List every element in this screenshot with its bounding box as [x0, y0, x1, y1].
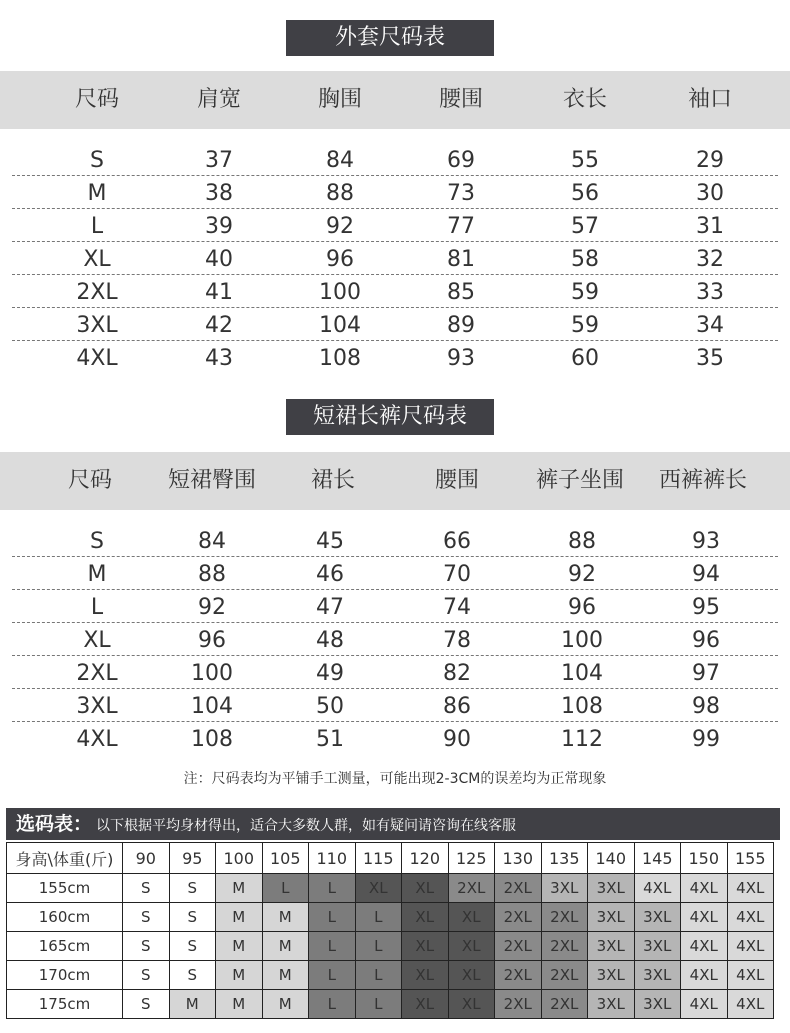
coat-table-row — [12, 308, 778, 341]
size-selector-title: 选码表： — [16, 813, 93, 835]
bottoms-table-cell: 92 — [568, 562, 596, 587]
size-cell: M — [216, 903, 263, 932]
size-cell: M — [216, 961, 263, 990]
bottoms-table-row — [12, 557, 778, 590]
size-cell: 3XL — [634, 932, 681, 961]
size-cell: 2XL — [541, 932, 588, 961]
weight-header-cell: 120 — [402, 843, 449, 874]
weight-header-cell: 110 — [309, 843, 356, 874]
bottoms-table-cell: M — [87, 562, 107, 587]
coat-table-cell: 59 — [571, 313, 599, 338]
size-cell: S — [123, 903, 170, 932]
bottoms-table-row — [12, 590, 778, 623]
size-cell: M — [216, 932, 263, 961]
size-cell: 3XL — [634, 990, 681, 1019]
size-cell: 3XL — [588, 990, 635, 1019]
size-cell: S — [169, 903, 216, 932]
height-label: 175cm — [7, 990, 123, 1019]
bottoms-table-cell: XL — [83, 628, 111, 653]
coat-table-cell: 33 — [696, 280, 724, 305]
bottoms-table-cell: 88 — [568, 529, 596, 554]
bottoms-table-body — [12, 524, 778, 755]
coat-table-row — [12, 275, 778, 308]
size-cell: 3XL — [588, 903, 635, 932]
coat-table-cell: 59 — [571, 280, 599, 305]
bottoms-header-cell: 裙长 — [310, 468, 356, 493]
bottoms-table-cell: 99 — [692, 727, 720, 752]
size-cell: 2XL — [495, 990, 542, 1019]
bottoms-table-cell: 96 — [568, 595, 596, 620]
size-cell: S — [169, 932, 216, 961]
coat-table-cell: 104 — [319, 313, 361, 338]
size-cell: 2XL — [541, 961, 588, 990]
bottoms-table-cell: S — [90, 529, 104, 554]
bottoms-table-cell: 78 — [443, 628, 471, 653]
bottoms-table-cell: 48 — [316, 628, 344, 653]
coat-table-cell: 30 — [696, 181, 724, 206]
size-selector-title-bar — [6, 808, 780, 840]
size-cell: L — [309, 932, 356, 961]
size-cell: S — [123, 874, 170, 903]
coat-table-cell: 2XL — [76, 280, 118, 305]
bottoms-table-cell: 104 — [191, 694, 233, 719]
size-cell: L — [355, 961, 402, 990]
bottoms-table-cell: 86 — [443, 694, 471, 719]
size-cell: M — [262, 932, 309, 961]
bottoms-header-cell: 裤子坐围 — [535, 468, 625, 493]
bottoms-table-cell: 96 — [692, 628, 720, 653]
bottoms-table-cell: 82 — [443, 661, 471, 686]
bottoms-table-row — [12, 722, 778, 755]
weight-header-cell: 115 — [355, 843, 402, 874]
coat-table-cell: XL — [83, 247, 111, 272]
size-cell: XL — [402, 903, 449, 932]
coat-table-cell: 39 — [205, 214, 233, 239]
size-cell: 2XL — [541, 990, 588, 1019]
bottoms-table-cell: 4XL — [76, 727, 118, 752]
bottoms-table-cell: 104 — [561, 661, 603, 686]
weight-header-cell: 135 — [541, 843, 588, 874]
coat-table-cell: 89 — [447, 313, 475, 338]
coat-table-cell: 85 — [447, 280, 475, 305]
size-cell: 3XL — [634, 961, 681, 990]
height-row — [7, 961, 774, 990]
size-cell: 2XL — [495, 961, 542, 990]
bottoms-table-cell: 95 — [692, 595, 720, 620]
coat-table-cell: 42 — [205, 313, 233, 338]
coat-table-cell: 4XL — [76, 346, 118, 371]
coat-header-cell: 尺码 — [74, 87, 120, 112]
weight-header-cell: 145 — [634, 843, 681, 874]
size-cell: 2XL — [495, 903, 542, 932]
size-cell: 3XL — [588, 961, 635, 990]
weight-header-cell: 95 — [169, 843, 216, 874]
coat-table-cell: M — [87, 181, 107, 206]
size-cell: 3XL — [588, 932, 635, 961]
bottoms-table-cell: 94 — [692, 562, 720, 587]
bottoms-table-cell: 108 — [561, 694, 603, 719]
size-cell: M — [216, 874, 263, 903]
bottoms-table-cell: 70 — [443, 562, 471, 587]
size-cell: XL — [448, 990, 495, 1019]
bottoms-table-cell: 96 — [198, 628, 226, 653]
weight-header-row — [7, 843, 774, 874]
coat-table-cell: 100 — [319, 280, 361, 305]
size-cell: XL — [402, 874, 449, 903]
bottoms-header-row — [0, 452, 790, 510]
size-cell: S — [123, 932, 170, 961]
size-cell: 4XL — [727, 903, 774, 932]
bottoms-table-cell: 47 — [316, 595, 344, 620]
coat-table-cell: 55 — [571, 148, 599, 173]
bottoms-table-row — [12, 623, 778, 656]
coat-table-cell: 73 — [447, 181, 475, 206]
size-cell: M — [262, 961, 309, 990]
size-cell: 2XL — [495, 932, 542, 961]
size-cell: XL — [448, 932, 495, 961]
coat-table-row — [12, 176, 778, 209]
weight-header-cell: 150 — [681, 843, 728, 874]
bottoms-table-cell: 112 — [561, 727, 603, 752]
bottoms-table-cell: 2XL — [76, 661, 118, 686]
bottoms-table-cell: 45 — [316, 529, 344, 554]
weight-header-cell: 105 — [262, 843, 309, 874]
coat-table-cell: 58 — [571, 247, 599, 272]
coat-table-cell: 93 — [447, 346, 475, 371]
coat-table-cell: 84 — [326, 148, 354, 173]
size-cell: 3XL — [634, 903, 681, 932]
coat-table-cell: L — [90, 214, 104, 239]
coat-header-row — [0, 71, 790, 129]
bottoms-table-cell: L — [90, 595, 104, 620]
weight-header-cell: 100 — [216, 843, 263, 874]
coat-header-cell: 衣长 — [562, 87, 608, 112]
coat-table-cell: 40 — [205, 247, 233, 272]
size-cell: M — [169, 990, 216, 1019]
coat-table-cell: 31 — [696, 214, 724, 239]
size-cell: 4XL — [634, 874, 681, 903]
coat-table-cell: 69 — [447, 148, 475, 173]
size-cell: 4XL — [681, 932, 728, 961]
coat-table-body — [12, 143, 778, 374]
size-cell: XL — [355, 874, 402, 903]
size-cell: 4XL — [681, 903, 728, 932]
bottoms-table-cell: 92 — [198, 595, 226, 620]
weight-header-cell: 90 — [123, 843, 170, 874]
coat-table-cell: 92 — [326, 214, 354, 239]
coat-header-cell: 腰围 — [438, 87, 484, 112]
measurement-note: 注：尺码表均为平铺手工测量，可能出现2-3CM的误差均为正常现象 — [183, 771, 607, 787]
coat-table-cell: 88 — [326, 181, 354, 206]
size-cell: L — [309, 874, 356, 903]
size-cell: 4XL — [727, 874, 774, 903]
size-cell: 2XL — [495, 874, 542, 903]
size-cell: S — [169, 874, 216, 903]
size-cell: S — [123, 990, 170, 1019]
coat-table-cell: 41 — [205, 280, 233, 305]
height-label: 155cm — [7, 874, 123, 903]
coat-title: 外套尺码表 — [286, 20, 494, 56]
height-label: 170cm — [7, 961, 123, 990]
bottoms-table-cell: 100 — [561, 628, 603, 653]
size-cell: XL — [402, 932, 449, 961]
coat-table-cell: 34 — [696, 313, 724, 338]
coat-table-cell: 3XL — [76, 313, 118, 338]
size-cell: L — [309, 990, 356, 1019]
corner-label: 身高\体重(斤) — [7, 843, 123, 874]
height-label: 165cm — [7, 932, 123, 961]
coat-header-cell: 袖口 — [687, 87, 733, 112]
size-cell: L — [309, 903, 356, 932]
bottoms-table-cell: 50 — [316, 694, 344, 719]
bottoms-table-cell: 84 — [198, 529, 226, 554]
bottoms-table-row — [12, 656, 778, 689]
size-cell: 4XL — [681, 961, 728, 990]
bottoms-table-cell: 74 — [443, 595, 471, 620]
coat-header-cell: 胸围 — [317, 87, 363, 112]
bottoms-table-row — [12, 524, 778, 557]
bottoms-table-cell: 88 — [198, 562, 226, 587]
size-selector-subtitle: 以下根据平均身材得出，适合大多数人群，如有疑问请咨询在线客服 — [96, 818, 517, 834]
coat-table-row — [12, 242, 778, 275]
coat-table-cell: 108 — [319, 346, 361, 371]
bottoms-table-cell: 97 — [692, 661, 720, 686]
height-row — [7, 903, 774, 932]
bottoms-header-cell: 短裙臀围 — [167, 468, 257, 493]
bottoms-table-row — [12, 689, 778, 722]
size-selector-table — [6, 842, 774, 1019]
size-cell: L — [355, 990, 402, 1019]
height-label: 160cm — [7, 903, 123, 932]
weight-header-cell: 125 — [448, 843, 495, 874]
bottoms-table-cell: 100 — [191, 661, 233, 686]
coat-table-cell: 43 — [205, 346, 233, 371]
size-cell: 2XL — [448, 874, 495, 903]
coat-table-cell: 56 — [571, 181, 599, 206]
size-cell: 4XL — [681, 990, 728, 1019]
bottoms-table-cell: 46 — [316, 562, 344, 587]
bottoms-table-cell: 49 — [316, 661, 344, 686]
size-cell: L — [355, 903, 402, 932]
bottoms-table-cell: 3XL — [76, 694, 118, 719]
size-cell: L — [309, 961, 356, 990]
bottoms-table-cell: 66 — [443, 529, 471, 554]
coat-table-row — [12, 341, 778, 374]
size-cell: XL — [402, 961, 449, 990]
coat-table-cell: 77 — [447, 214, 475, 239]
size-cell: 4XL — [727, 932, 774, 961]
bottoms-table-cell: 90 — [443, 727, 471, 752]
coat-table-cell: 37 — [205, 148, 233, 173]
coat-table-cell: 81 — [447, 247, 475, 272]
size-cell: L — [355, 932, 402, 961]
coat-table-cell: S — [90, 148, 104, 173]
size-cell: XL — [448, 903, 495, 932]
height-row — [7, 990, 774, 1019]
coat-table-row — [12, 143, 778, 176]
weight-header-cell: 130 — [495, 843, 542, 874]
bottoms-table-cell: 108 — [191, 727, 233, 752]
size-cell: 4XL — [727, 961, 774, 990]
size-cell: 3XL — [541, 874, 588, 903]
coat-table-cell: 38 — [205, 181, 233, 206]
coat-table-cell: 57 — [571, 214, 599, 239]
size-cell: S — [169, 961, 216, 990]
coat-table-cell: 60 — [571, 346, 599, 371]
bottoms-table-cell: 93 — [692, 529, 720, 554]
size-cell: 3XL — [588, 874, 635, 903]
height-row — [7, 932, 774, 961]
size-cell: XL — [402, 990, 449, 1019]
size-cell: 2XL — [541, 903, 588, 932]
size-cell: M — [262, 903, 309, 932]
coat-table-cell: 32 — [696, 247, 724, 272]
size-cell: M — [216, 990, 263, 1019]
bottoms-title: 短裙长裤尺码表 — [286, 399, 494, 435]
coat-header-cell: 肩宽 — [196, 87, 242, 112]
weight-header-cell: 140 — [588, 843, 635, 874]
bottoms-header-cell: 尺码 — [67, 468, 113, 493]
size-cell: M — [262, 990, 309, 1019]
size-cell: 4XL — [681, 874, 728, 903]
size-cell: XL — [448, 961, 495, 990]
height-row — [7, 874, 774, 903]
coat-table-cell: 35 — [696, 346, 724, 371]
weight-header-cell: 155 — [727, 843, 774, 874]
size-cell: L — [262, 874, 309, 903]
bottoms-table-cell: 51 — [316, 727, 344, 752]
bottoms-header-cell: 西裤裤长 — [658, 468, 748, 493]
coat-table-row — [12, 209, 778, 242]
coat-table-cell: 96 — [326, 247, 354, 272]
size-cell: S — [123, 961, 170, 990]
coat-table-cell: 29 — [696, 148, 724, 173]
size-cell: 4XL — [727, 990, 774, 1019]
bottoms-header-cell: 腰围 — [434, 468, 480, 493]
bottoms-table-cell: 98 — [692, 694, 720, 719]
